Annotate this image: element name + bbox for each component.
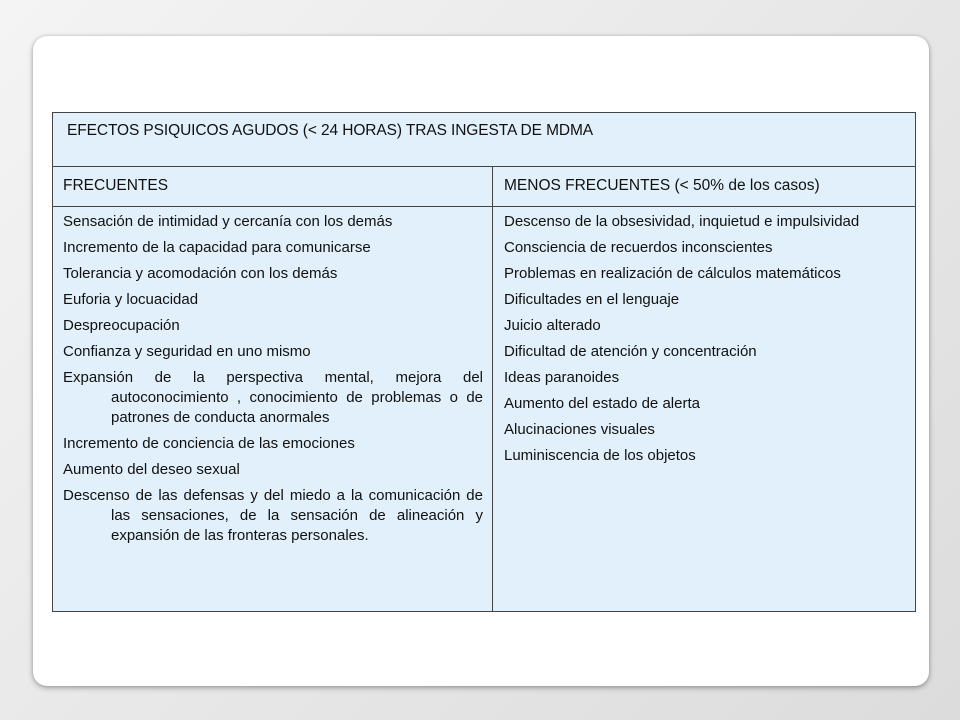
column-divider — [492, 167, 493, 611]
list-item: Juicio alterado — [504, 317, 601, 334]
list-item: Dificultad de atención y concentración — [504, 343, 757, 360]
list-item: Alucinaciones visuales — [504, 421, 655, 438]
list-item: Despreocupación — [63, 317, 180, 334]
table-header-row — [53, 167, 915, 207]
list-item: Incremento de conciencia de las emociones — [63, 435, 355, 452]
header-less-frequent: MENOS FRECUENTES (< 50% de los casos) — [504, 177, 820, 194]
list-item: Luminiscencia de los objetos — [504, 447, 696, 464]
less-frequent-effects-list — [504, 212, 907, 472]
list-item: Euforia y locuacidad — [63, 291, 199, 308]
list-item: Descenso de la obsesividad, inquietud e impulsividad — [504, 213, 860, 230]
list-item: Aumento del deseo sexual — [63, 461, 240, 478]
header-frequent: FRECUENTES — [63, 177, 169, 194]
list-item: Dificultades en el lenguaje — [504, 291, 680, 308]
list-item: Expansión de la perspectiva mental, mejora del autoconocimiento , conocimiento de problemas o de patrones de conducta anormales — [63, 369, 483, 426]
list-item: Aumento del estado de alerta — [504, 395, 700, 412]
frequent-effects-list — [63, 212, 483, 552]
list-item: Sensación de intimidad y cercanía con los demás — [63, 213, 393, 230]
list-item: Incremento de la capacidad para comunicarse — [63, 239, 371, 256]
list-item: Confianza y seguridad en uno mismo — [63, 343, 311, 360]
list-item: Problemas en realización de cálculos matemáticos — [504, 265, 841, 282]
effects-table — [52, 112, 916, 612]
table-title: EFECTOS PSIQUICOS AGUDOS (< 24 HORAS) TRAS INGESTA DE MDMA — [67, 122, 594, 139]
list-item: Consciencia de recuerdos inconscientes — [504, 239, 773, 256]
list-item: Descenso de las defensas y del miedo a la comunicación de las sensaciones, de la sensación de alineación y expansión de las fronteras personales. — [63, 487, 483, 544]
table-title-row — [53, 113, 915, 167]
list-item: Tolerancia y acomodación con los demás — [63, 265, 338, 282]
list-item: Ideas paranoides — [504, 369, 620, 386]
